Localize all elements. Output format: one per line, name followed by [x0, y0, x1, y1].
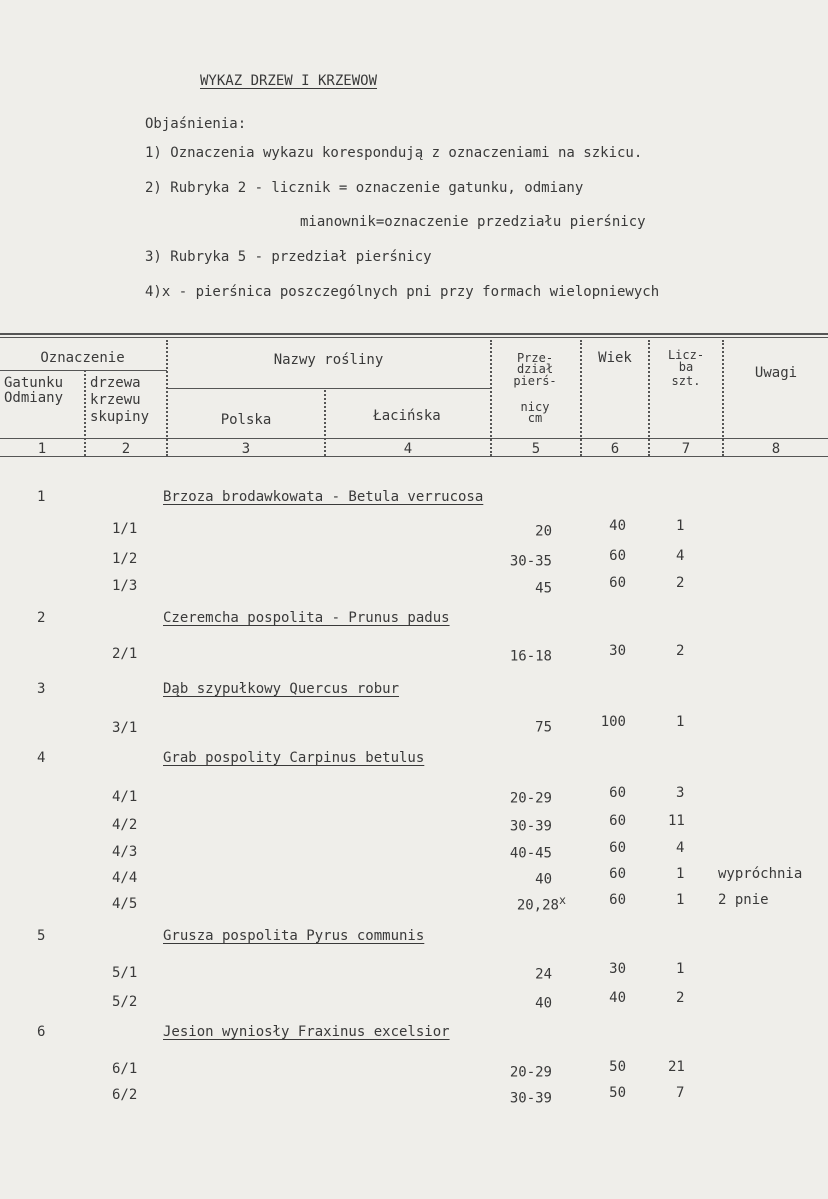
- explanation-3: 3) Rubryka 5 - przedział pierśnicy: [145, 249, 432, 265]
- species-name: Jesion wyniosły Fraxinus excelsior: [163, 1024, 450, 1040]
- entry-dbh: 40-45: [509, 845, 552, 862]
- species-number: 1: [37, 489, 46, 505]
- entry-age: 100: [600, 714, 626, 730]
- entry-count: 4: [676, 548, 685, 564]
- col-number-6: 6: [610, 441, 620, 457]
- entry-id: 1/2: [112, 551, 138, 567]
- entry-age: 60: [609, 840, 626, 856]
- entry-dbh: 40: [535, 995, 552, 1012]
- entry-id: 4/4: [112, 870, 138, 886]
- header-drzewa: drzewa: [90, 375, 141, 391]
- entry-age: 50: [609, 1059, 626, 1075]
- entry-id: 2/1: [112, 646, 138, 662]
- header-przedzial-1: Prze-: [516, 351, 554, 365]
- entry-note: 2 pnie: [718, 892, 769, 908]
- entry-dbh: 30-35: [509, 553, 552, 570]
- entry-dbh: 30-39: [509, 818, 552, 835]
- entry-dbh: 16-18: [509, 648, 552, 665]
- header-przedzial-4: nicy: [520, 400, 550, 414]
- entry-id: 4/2: [112, 817, 138, 833]
- entry-age: 60: [609, 892, 626, 908]
- entry-age: 40: [609, 518, 626, 534]
- col-number-8: 8: [771, 441, 781, 457]
- header-przedzial-3: pierś-: [513, 374, 557, 388]
- entry-age: 60: [609, 548, 626, 564]
- col-sep-7: [722, 340, 724, 456]
- entry-dbh: 20-29: [509, 790, 552, 807]
- entry-count: 1: [676, 866, 685, 882]
- explanation-2: 2) Rubryka 2 - licznik = oznaczenie gatunku, odmiany: [145, 180, 584, 196]
- header-gatunku: Gatunku: [4, 375, 64, 391]
- entry-id: 4/3: [112, 844, 138, 860]
- entry-id: 5/1: [112, 965, 138, 981]
- explanation-1: 1) Oznaczenia wykazu korespondują z oznaczeniami na szkicu.: [145, 145, 643, 161]
- entry-id: 1/1: [112, 521, 138, 537]
- entry-count: 4: [676, 840, 685, 856]
- entry-count: 2: [676, 575, 685, 591]
- header-lacinska: Łacińska: [373, 408, 441, 424]
- document-title: WYKAZ DRZEW I KRZEWOW: [200, 73, 378, 89]
- entry-age: 50: [609, 1085, 626, 1101]
- header-krzewu: krzewu: [90, 392, 141, 408]
- entry-count: 1: [676, 518, 685, 534]
- entry-dbh: 45: [535, 580, 552, 597]
- entry-age: 60: [609, 785, 626, 801]
- species-number: 3: [37, 681, 46, 697]
- col-number-1: 1: [37, 441, 47, 457]
- entry-dbh: 20-29: [509, 1064, 552, 1081]
- species-number: 4: [37, 750, 46, 766]
- entry-dbh: 75: [535, 719, 552, 736]
- entry-count: 21: [668, 1059, 685, 1075]
- species-name: Czeremcha pospolita - Prunus padus: [163, 610, 450, 626]
- header-bottom-rule: [0, 438, 828, 439]
- entry-count: 2: [676, 643, 685, 659]
- entry-dbh: 24: [535, 966, 552, 983]
- header-top-rule: [0, 333, 828, 335]
- entry-dbh: 30-39: [509, 1090, 552, 1107]
- entry-dbh: 20: [535, 523, 552, 540]
- entry-age: 60: [609, 866, 626, 882]
- entry-count: 2: [676, 990, 685, 1006]
- col-number-3: 3: [241, 441, 251, 457]
- entry-id: 6/1: [112, 1061, 138, 1077]
- species-number: 2: [37, 610, 46, 626]
- entry-id: 1/3: [112, 578, 138, 594]
- header-wiek: Wiek: [598, 350, 632, 366]
- col-number-5: 5: [531, 441, 541, 457]
- col-number-4: 4: [403, 441, 413, 457]
- entry-age: 60: [609, 575, 626, 591]
- entry-id: 3/1: [112, 720, 138, 736]
- entry-id: 4/1: [112, 789, 138, 805]
- header-oznaczenie: Oznaczenie: [40, 350, 125, 366]
- species-name: Grab pospolity Carpinus betulus: [163, 750, 425, 766]
- species-name: Dąb szypułkowy Quercus robur: [163, 681, 400, 697]
- entry-dbh: 20,28$^x$: [516, 893, 566, 914]
- explanation-2-continued: mianownik=oznaczenie przedziału pierśnicy: [300, 214, 646, 230]
- header-liczba-2: ba: [678, 360, 694, 374]
- header-przedzial-5: cm: [527, 411, 543, 425]
- header-top-rule-inner: [0, 337, 828, 338]
- entry-id: 6/2: [112, 1087, 138, 1103]
- entry-age: 60: [609, 813, 626, 829]
- entry-count: 1: [676, 892, 685, 908]
- entry-count: 1: [676, 961, 685, 977]
- header-polska: Polska: [220, 412, 272, 428]
- header-liczba-3: szt.: [671, 374, 701, 388]
- header-skupiny: skupiny: [90, 409, 150, 425]
- entry-id: 4/5: [112, 896, 138, 912]
- header-nazwy-rosliny: Nazwy rośliny: [273, 352, 384, 368]
- species-number: 5: [37, 928, 46, 944]
- entry-id: 5/2: [112, 994, 138, 1010]
- entry-age: 40: [609, 990, 626, 1006]
- entry-count: 7: [676, 1085, 685, 1101]
- entry-count: 3: [676, 785, 685, 801]
- explanations-heading: Objaśnienia:: [145, 116, 247, 132]
- entry-age: 30: [609, 961, 626, 977]
- header-liczba-1: Licz-: [667, 348, 705, 362]
- col-number-7: 7: [681, 441, 691, 457]
- entry-note: wypróchnia: [718, 866, 803, 882]
- entry-count: 1: [676, 714, 685, 730]
- explanation-4: 4)x - pierśnica poszczególnych pni przy formach wielopniewych: [145, 284, 660, 300]
- header-uwagi: Uwagi: [754, 365, 798, 381]
- entry-age: 30: [609, 643, 626, 659]
- species-name: Brzoza brodawkowata - Betula verrucosa: [163, 489, 484, 505]
- header-odmiany: Odmiany: [4, 390, 64, 406]
- entry-dbh: 40: [535, 871, 552, 888]
- entry-count: 11: [668, 813, 685, 829]
- species-name: Grusza pospolita Pyrus communis: [163, 928, 425, 944]
- header-przedzial-2: dział: [516, 362, 554, 376]
- col-number-2: 2: [121, 441, 131, 457]
- species-number: 6: [37, 1024, 46, 1040]
- nazwy-underline: [167, 388, 490, 389]
